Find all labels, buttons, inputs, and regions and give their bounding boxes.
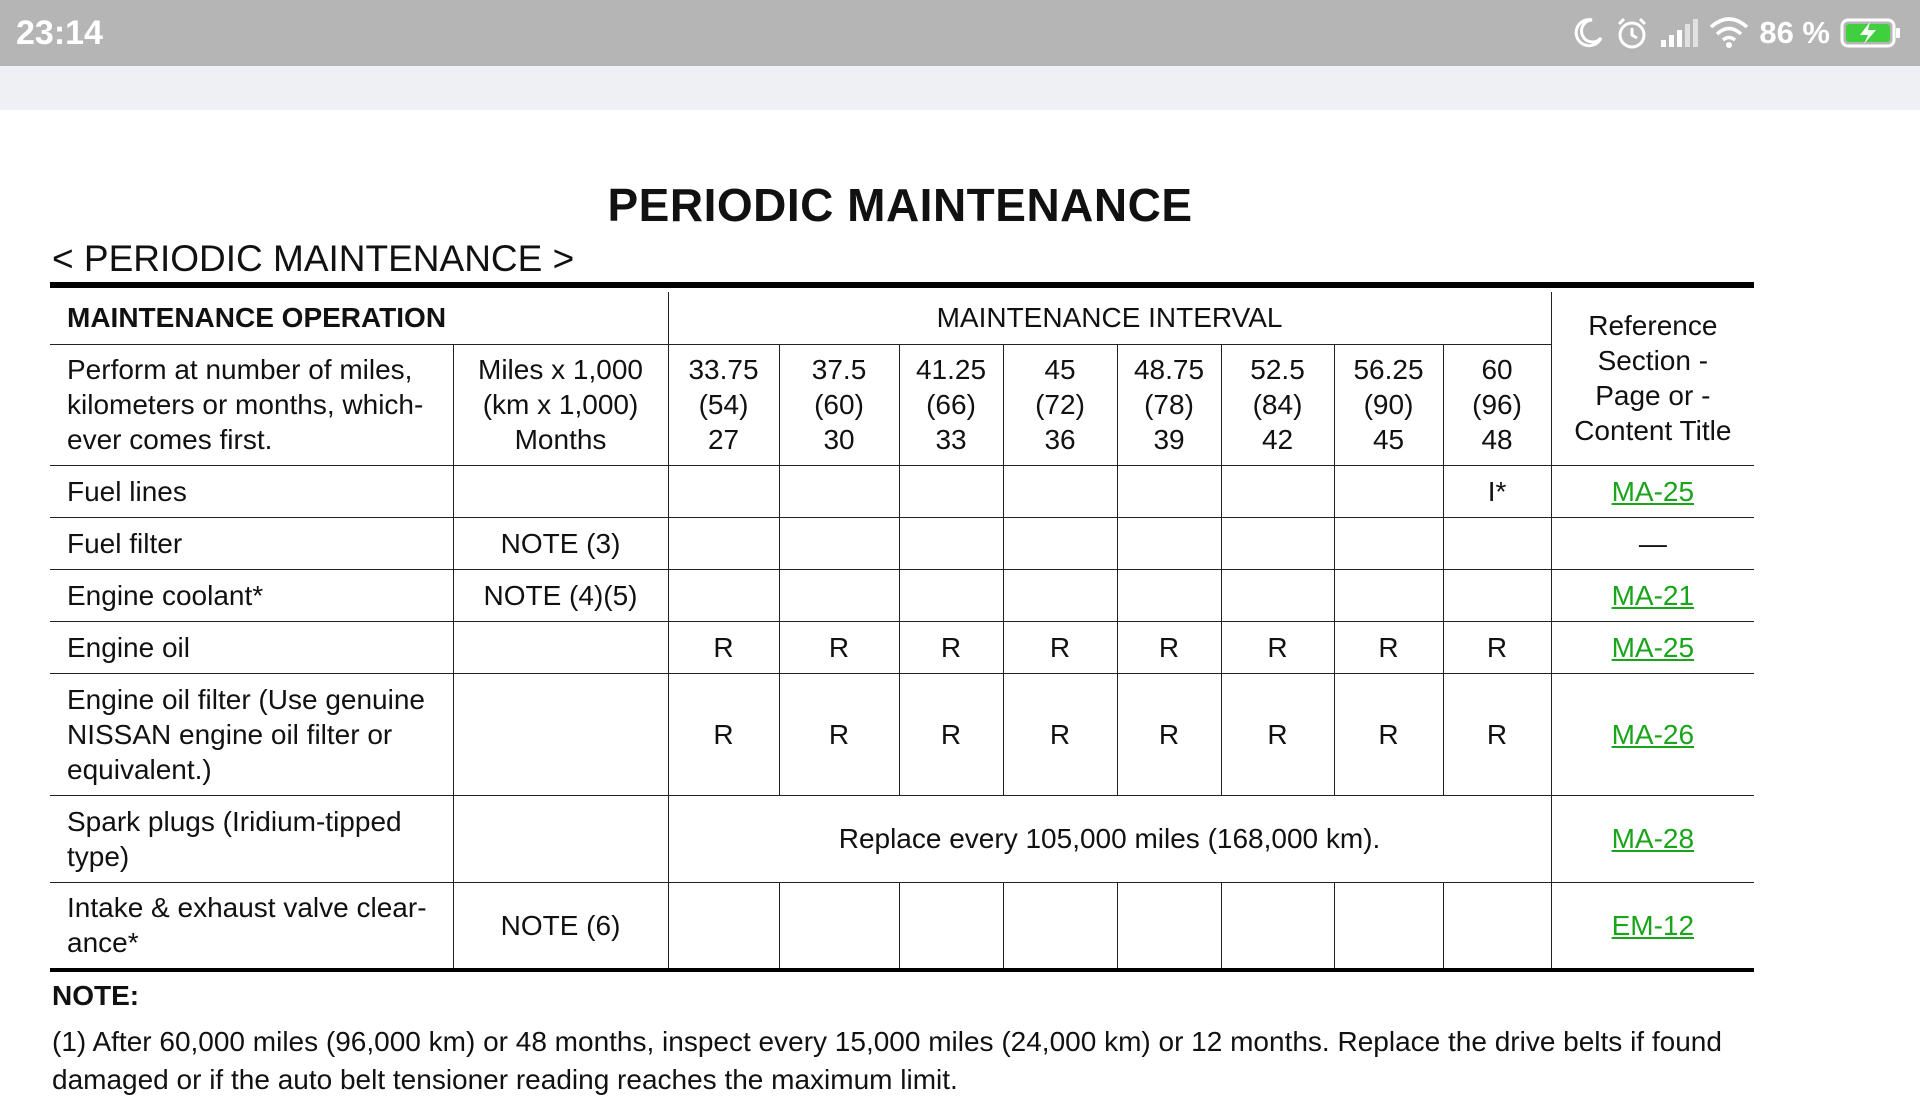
item-name: Fuel filter xyxy=(50,517,453,569)
interval-cell xyxy=(1003,465,1117,517)
header-reference: Reference Section - Page or - Content Title xyxy=(1551,292,1754,465)
item-name: Engine coolant* xyxy=(50,569,453,621)
status-icons xyxy=(1571,12,1902,54)
interval-cell xyxy=(899,465,1003,517)
interval-cell xyxy=(1117,517,1221,569)
interval-cell: R xyxy=(1117,621,1221,673)
interval-cell xyxy=(668,569,779,621)
reference-link[interactable]: MA-25 xyxy=(1611,631,1695,663)
reference-link[interactable]: MA-21 xyxy=(1611,579,1695,611)
perform-text: Perform at number of miles, kilometers or months, which- ever comes first. xyxy=(50,344,453,465)
interval-cell xyxy=(668,882,779,970)
document-page xyxy=(0,110,1920,1095)
interval-col: 56.25 (90) 45 xyxy=(1334,344,1443,465)
item-note xyxy=(453,795,668,882)
interval-col: 33.75 (54) 27 xyxy=(668,344,779,465)
reference-link[interactable]: EM-12 xyxy=(1611,909,1695,941)
interval-cell xyxy=(1334,569,1443,621)
reference-link[interactable]: MA-28 xyxy=(1611,823,1695,854)
interval-cell: R xyxy=(1443,621,1551,673)
reference-cell xyxy=(1551,465,1754,517)
item-name: Intake & exhaust valve clear- ance* xyxy=(50,882,453,970)
wifi-icon xyxy=(1709,17,1749,49)
item-note: NOTE (4)(5) xyxy=(453,569,668,621)
interval-cell xyxy=(1003,569,1117,621)
reference-cell xyxy=(1551,569,1754,621)
interval-cell: R xyxy=(1221,673,1334,795)
interval-cell xyxy=(779,465,899,517)
interval-col: 52.5 (84) 42 xyxy=(1221,344,1334,465)
reference-cell xyxy=(1551,517,1754,569)
viewer-toolbar xyxy=(0,66,1920,110)
interval-cell xyxy=(1334,517,1443,569)
interval-col: 48.75 (78) 39 xyxy=(1117,344,1221,465)
header-operation: MAINTENANCE OPERATION xyxy=(50,292,668,344)
reference-cell xyxy=(1551,795,1754,882)
item-note: NOTE (6) xyxy=(453,882,668,970)
table-row xyxy=(50,465,1754,517)
interval-cell xyxy=(668,465,779,517)
interval-cell xyxy=(779,882,899,970)
spark-plug-interval: Replace every 105,000 miles (168,000 km). xyxy=(668,795,1551,882)
table-row xyxy=(50,673,1754,795)
battery-charging-icon xyxy=(1840,17,1902,49)
item-note: NOTE (3) xyxy=(453,517,668,569)
reference-cell xyxy=(1551,673,1754,795)
alarm-icon xyxy=(1615,16,1649,50)
interval-cell xyxy=(1003,882,1117,970)
interval-cell: R xyxy=(668,621,779,673)
interval-cell xyxy=(779,569,899,621)
interval-cell: R xyxy=(1003,621,1117,673)
interval-cell xyxy=(899,517,1003,569)
reference-link[interactable]: MA-26 xyxy=(1611,718,1695,750)
item-note xyxy=(453,673,668,795)
status-time: 23:14 xyxy=(16,14,103,52)
header-interval: MAINTENANCE INTERVAL xyxy=(668,292,1551,344)
table-header-row xyxy=(50,292,1754,344)
interval-cell xyxy=(1334,882,1443,970)
interval-cell: R xyxy=(1334,621,1443,673)
interval-cell: I* xyxy=(1443,465,1551,517)
reference-cell xyxy=(1551,882,1754,970)
item-name: Spark plugs (Iridium-tipped type) xyxy=(50,795,453,882)
interval-cell: R xyxy=(779,673,899,795)
maintenance-table xyxy=(50,292,1754,972)
signal-icon xyxy=(1659,18,1699,48)
reference-cell xyxy=(1551,621,1754,673)
interval-cell xyxy=(779,517,899,569)
table-row xyxy=(50,621,1754,673)
item-name: Fuel lines xyxy=(50,465,453,517)
item-note xyxy=(453,465,668,517)
item-name: Engine oil xyxy=(50,621,453,673)
interval-cell xyxy=(1443,569,1551,621)
interval-cell xyxy=(1117,569,1221,621)
interval-cell: R xyxy=(1117,673,1221,795)
note-title: NOTE: xyxy=(52,980,140,1011)
interval-cell xyxy=(1334,465,1443,517)
note-line-1: (1) After 60,000 miles (96,000 km) or 48 months, inspect every 15,000 miles (24,000 km) or 12 months. Replace the drive belts if found xyxy=(52,1026,1722,1057)
interval-cell: R xyxy=(1443,673,1551,795)
interval-cell: R xyxy=(668,673,779,795)
interval-cell xyxy=(1221,517,1334,569)
table-subheader-row xyxy=(50,344,1754,465)
battery-percent: 86 % xyxy=(1759,15,1830,50)
interval-cell xyxy=(1443,882,1551,970)
section-label: < PERIODIC MAINTENANCE > xyxy=(52,238,575,279)
interval-cell: R xyxy=(1221,621,1334,673)
reference-dash: — xyxy=(1638,527,1667,559)
interval-cell xyxy=(1117,465,1221,517)
interval-col: 41.25 (66) 33 xyxy=(899,344,1003,465)
units-text: Miles x 1,000 (km x 1,000) Months xyxy=(453,344,668,465)
interval-cell xyxy=(1221,569,1334,621)
item-name: Engine oil filter (Use genuine NISSAN engine oil filter or equivalent.) xyxy=(50,673,453,795)
interval-cell xyxy=(899,882,1003,970)
interval-cell xyxy=(899,569,1003,621)
interval-cell: R xyxy=(899,621,1003,673)
item-note xyxy=(453,621,668,673)
note-line-2: damaged or if the auto belt tensioner reading reaches the maximum limit. xyxy=(52,1064,958,1095)
interval-cell xyxy=(668,517,779,569)
interval-cell xyxy=(1443,517,1551,569)
table-row xyxy=(50,795,1754,882)
header-rule xyxy=(50,282,1754,288)
interval-cell xyxy=(1221,882,1334,970)
interval-col: 37.5 (60) 30 xyxy=(779,344,899,465)
moon-icon xyxy=(1571,16,1605,50)
table-row xyxy=(50,569,1754,621)
interval-col: 60 (96) 48 xyxy=(1443,344,1551,465)
interval-cell xyxy=(1003,517,1117,569)
table-row xyxy=(50,517,1754,569)
page-title: PERIODIC MAINTENANCE xyxy=(607,179,1193,231)
table-row xyxy=(50,882,1754,970)
interval-cell: R xyxy=(899,673,1003,795)
interval-cell: R xyxy=(779,621,899,673)
interval-cell xyxy=(1221,465,1334,517)
reference-link[interactable]: MA-25 xyxy=(1611,475,1695,507)
interval-cell xyxy=(1117,882,1221,970)
interval-cell: R xyxy=(1334,673,1443,795)
status-bar xyxy=(0,0,1920,66)
interval-cell: R xyxy=(1003,673,1117,795)
interval-col: 45 (72) 36 xyxy=(1003,344,1117,465)
